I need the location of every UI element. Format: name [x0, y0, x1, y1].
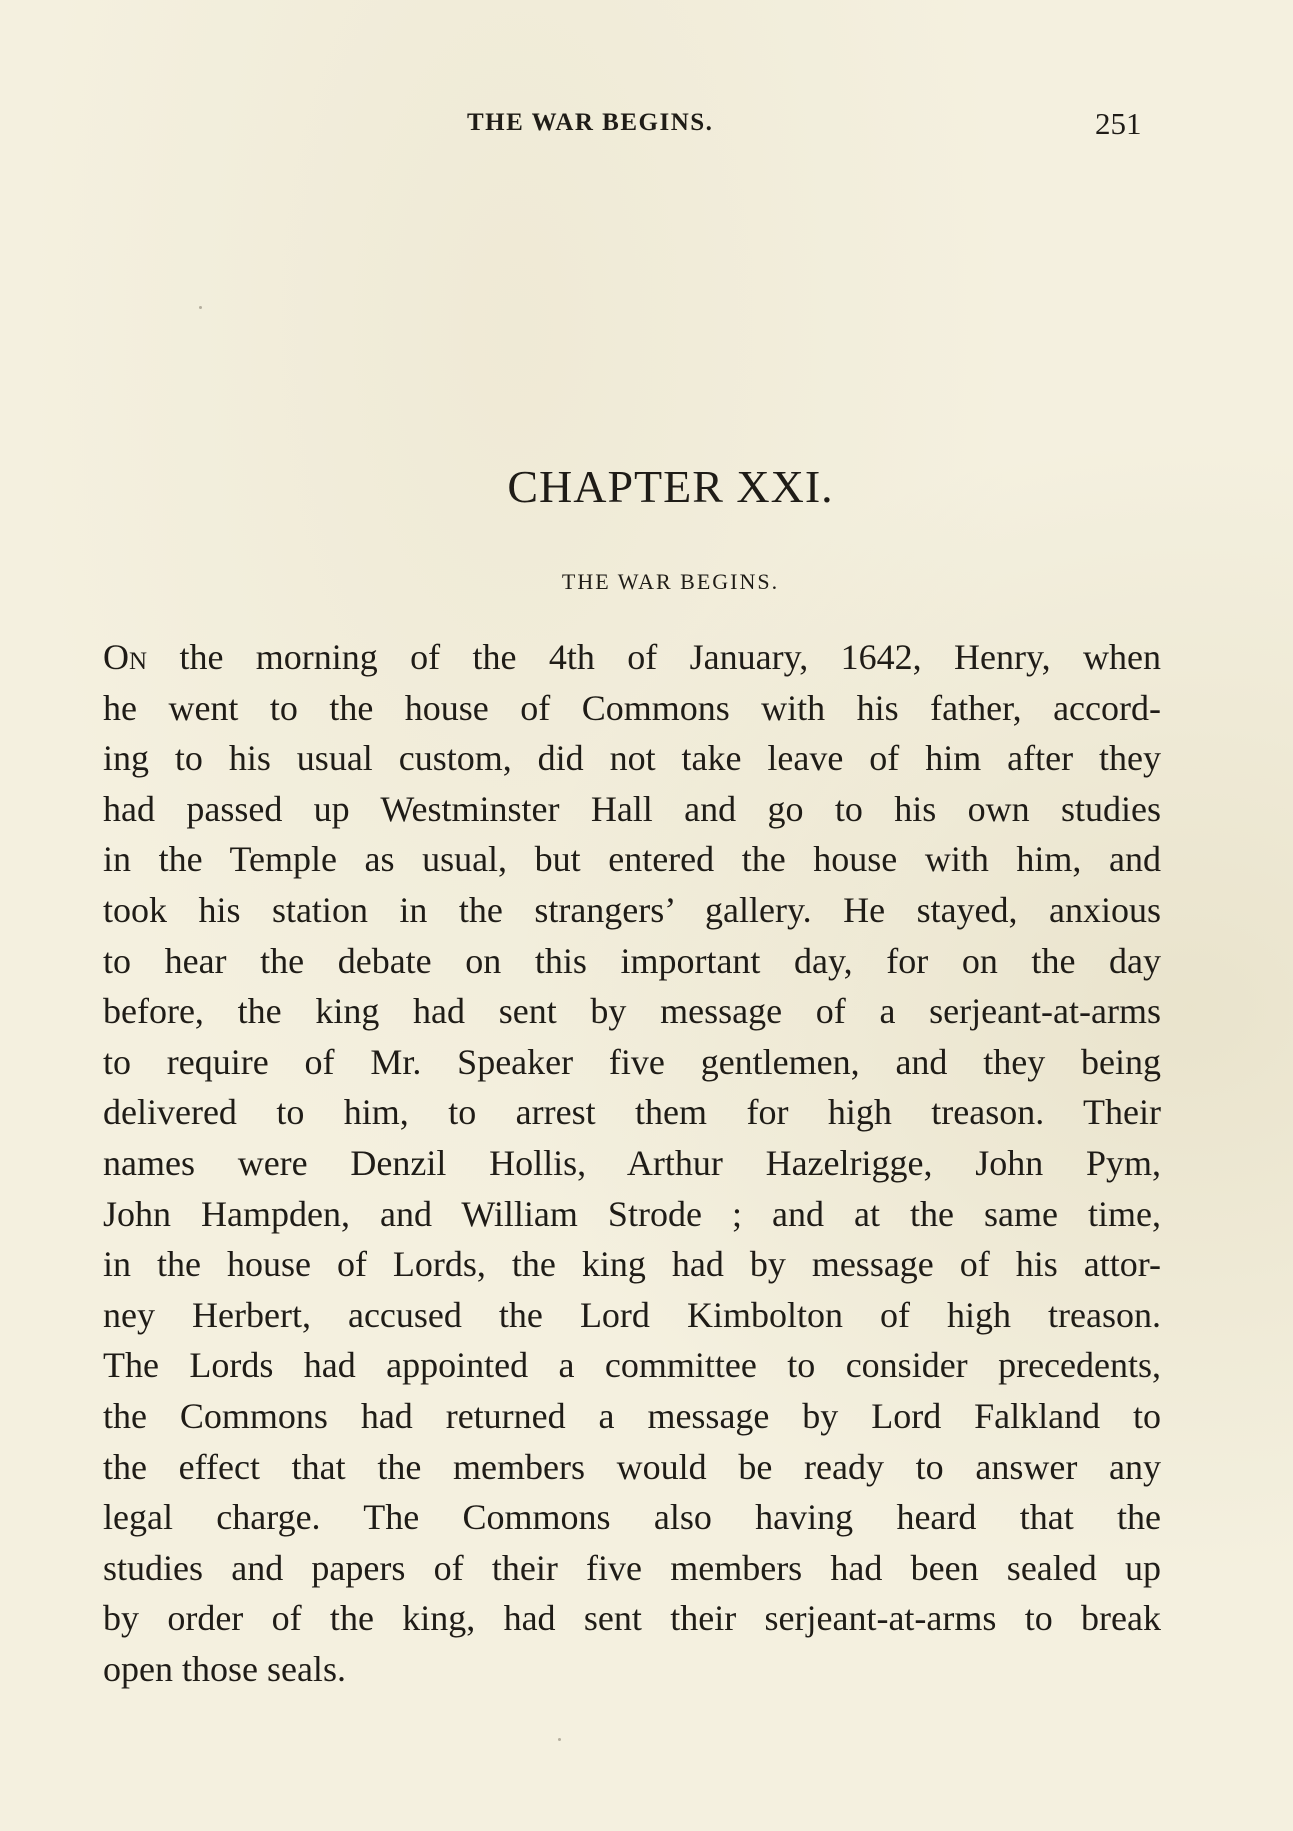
body-line: open those seals. — [103, 1648, 346, 1689]
paper-speck — [199, 306, 202, 309]
body-line: The Lords had appointed a committee to consider precedents, — [103, 1345, 1161, 1386]
body-line: ney Herbert, accused the Lord Kimbolton of high treason. — [103, 1294, 1161, 1335]
chapter-title: CHAPTER XXI. — [507, 461, 834, 512]
body-line: the effect that the members would be ready to answer any — [103, 1446, 1161, 1487]
body-line: the Commons had returned a message by Lord Falkland to — [103, 1395, 1161, 1436]
body-line: studies and papers of their five members had been sealed up — [103, 1547, 1161, 1588]
running-head: THE WAR BEGINS. — [467, 109, 714, 136]
body-line: delivered to him, to arrest them for high treason. Their — [103, 1092, 1161, 1133]
body-line: ing to his usual custom, did not take leave of him after they — [103, 738, 1161, 779]
body-line: had passed up Westminster Hall and go to his own studies — [103, 788, 1161, 829]
body-line: took his station in the strangers’ gallery. He stayed, anxious — [103, 889, 1161, 930]
first-word: On — [103, 637, 148, 677]
chapter-subtitle: THE WAR BEGINS. — [561, 569, 780, 594]
paper-speck — [558, 1738, 561, 1741]
body-line — [103, 632, 1161, 683]
body-line: legal charge. The Commons also having heard that the — [103, 1497, 1161, 1538]
page-number: 251 — [1095, 106, 1142, 141]
body-line: by order of the king, had sent their serjeant-at-arms to break — [103, 1598, 1161, 1639]
body-line: in the Temple as usual, but entered the house with him, and — [103, 839, 1161, 880]
body-line: to require of Mr. Speaker five gentlemen, and they being — [103, 1041, 1161, 1082]
body-line: in the house of Lords, the king had by message of his attor- — [103, 1244, 1161, 1285]
body-line: names were Denzil Hollis, Arthur Hazelrigge, John Pym, — [103, 1142, 1161, 1183]
body-line: John Hampden, and William Strode ; and at the same time, — [103, 1193, 1161, 1234]
body-line: he went to the house of Commons with his father, accord- — [103, 687, 1161, 728]
chapter-body — [103, 632, 1161, 1694]
line-text: the morning of the 4th of January, 1642, Henry, when — [147, 637, 1161, 677]
body-line: to hear the debate on this important day, for on the day — [103, 940, 1161, 981]
body-line: before, the king had sent by message of a serjeant-at-arms — [103, 991, 1161, 1032]
